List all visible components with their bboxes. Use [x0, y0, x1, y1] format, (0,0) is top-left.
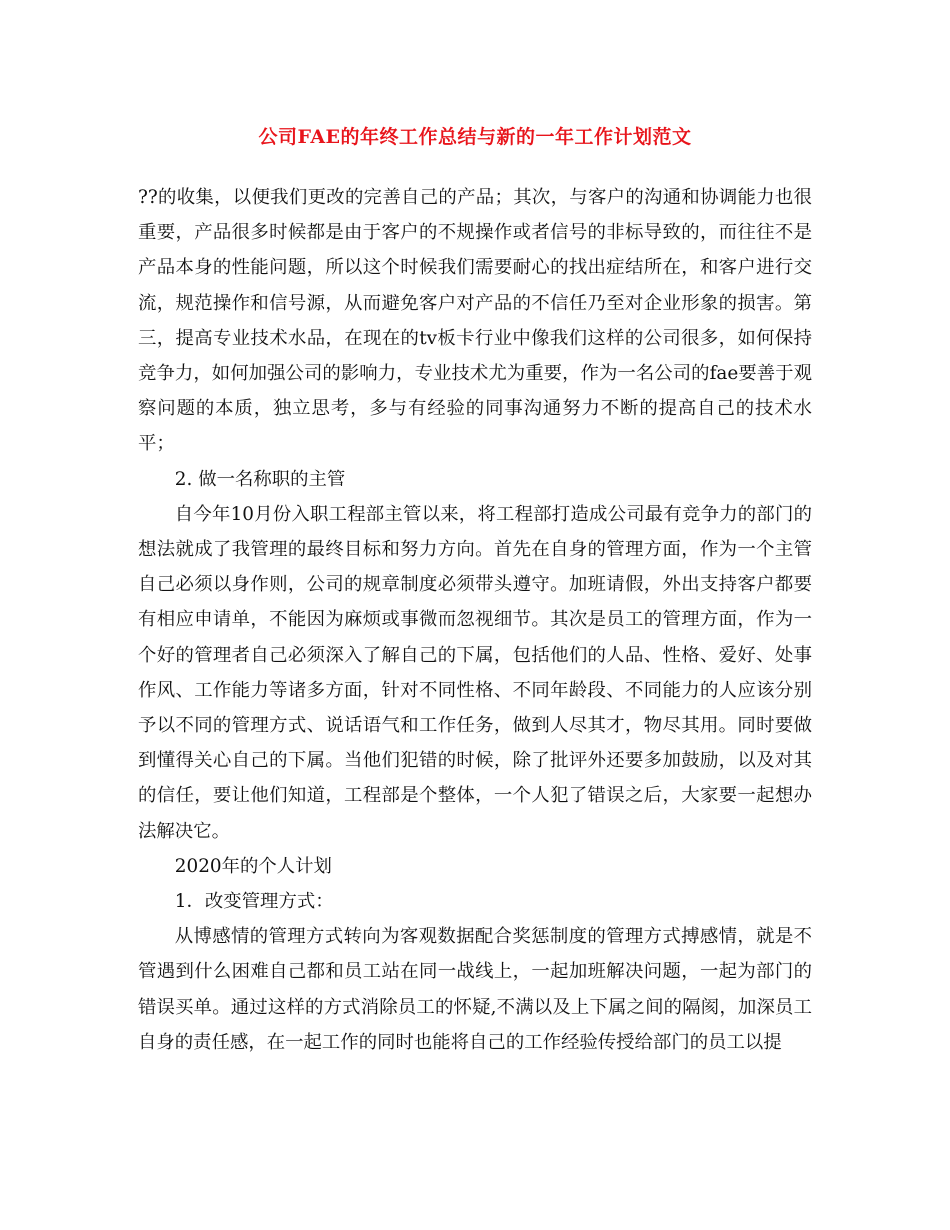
paragraph-4-heading: 2020年的个人计划 — [174, 855, 332, 877]
paragraph-5-heading: 1．改变管理方式： — [174, 891, 334, 913]
document-title: 公司FAE的年终工作总结与新的一年工作计划范文 — [258, 126, 692, 148]
document-body — [138, 180, 812, 1060]
paragraph-6: 从博感情的管理方式转向为客观数据配合奖惩制度的管理方式搏感情，就是不管遇到什么困难自己都和员工站在同一战线上，一起加班解决问题，一起为部门的错误买单。通过这样的方式消除员工的怀疑,不满以及上下属之间的隔阂，加深员工自身的责任感，在一起工作的同时也能将自己的工作经验传授给部门的员工以提 — [138, 926, 812, 1053]
paragraph-3: 自今年10月份入职工程部主管以来，将工程部打造成公司最有竞争力的部门的想法就成了我管理的最终目标和努力方向。首先在自身的管理方面，作为一个主管自己必须以身作则，公司的规章制度必须带头遵守。加班请假，外出支持客户都要有相应申请单，不能因为麻烦或事微而忽视细节。其次是员工的管理方面，作为一个好的管理者自己必须深入了解自己的下属，包括他们的人品、性格、爱好、处事作风、工作能力等诸多方面，针对不同性格、不同年龄段、不同能力的人应该分别予以不同的管理方式、说话语气和工作任务，做到人尽其才，物尽其用。同时要做到懂得关心自己的下属。当他们犯错的时候，除了批评外还要多加鼓励，以及对其的信任，要让他们知道，工程部是个整体，一个人犯了错误之后，大家要一起想办法解决它。 — [138, 503, 812, 842]
paragraph-2-heading: 2. 做一名称职的主管 — [174, 468, 346, 490]
paragraph-1: ??的收集，以便我们更改的完善自己的产品；其次，与客户的沟通和协调能力也很重要，产品很多时候都是由于客户的不规操作或者信号的非标导致的，而往往不是产品本身的性能问题，所以这个时候我们需要耐心的找出症结所在，和客户进行交流，规范操作和信号源，从而避免客户对产品的不信任乃至对企业形象的损害。第三，提高专业技术水品，在现在的tv板卡行业中像我们这样的公司很多，如何保持竞争力，如何加强公司的影响力，专业技术尤为重要，作为一名公司的fae要善于观察问题的本质，独立思考，多与有经验的同事沟通努力不断的提高自己的技术水平； — [138, 187, 812, 455]
